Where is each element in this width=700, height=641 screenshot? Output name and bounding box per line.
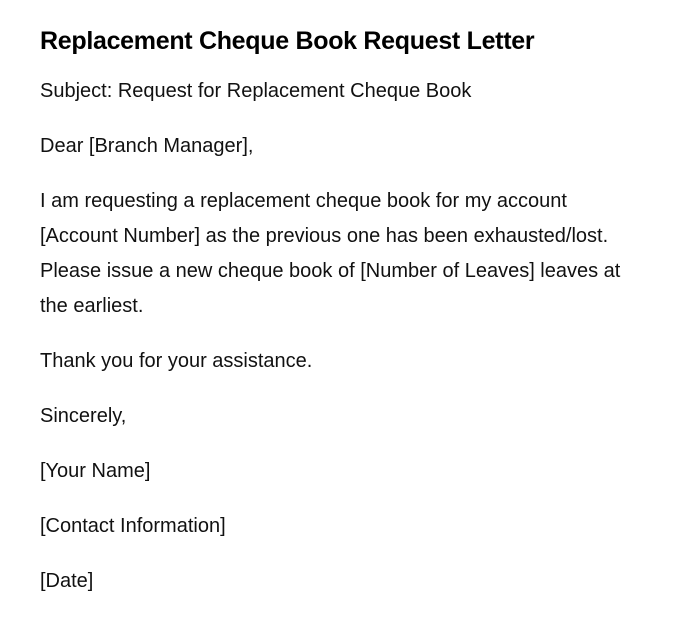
letter-title: Replacement Cheque Book Request Letter bbox=[40, 27, 535, 55]
closing-line: Sincerely, bbox=[40, 405, 127, 427]
contact-information: [Contact Information] bbox=[40, 515, 226, 537]
thanks-line: Thank you for your assistance. bbox=[40, 350, 313, 372]
subject-line: Subject: Request for Replacement Cheque Book bbox=[40, 80, 472, 102]
signature-name: [Your Name] bbox=[40, 460, 151, 482]
body-paragraph: I am requesting a replacement cheque book for my account [Account Number] as the previous one has been exhausted/lost. Please issue a new cheque book of [Number of Leaves] leaves at the earliest. bbox=[40, 190, 621, 317]
date-line: [Date] bbox=[40, 570, 94, 592]
salutation: Dear [Branch Manager], bbox=[40, 135, 254, 157]
